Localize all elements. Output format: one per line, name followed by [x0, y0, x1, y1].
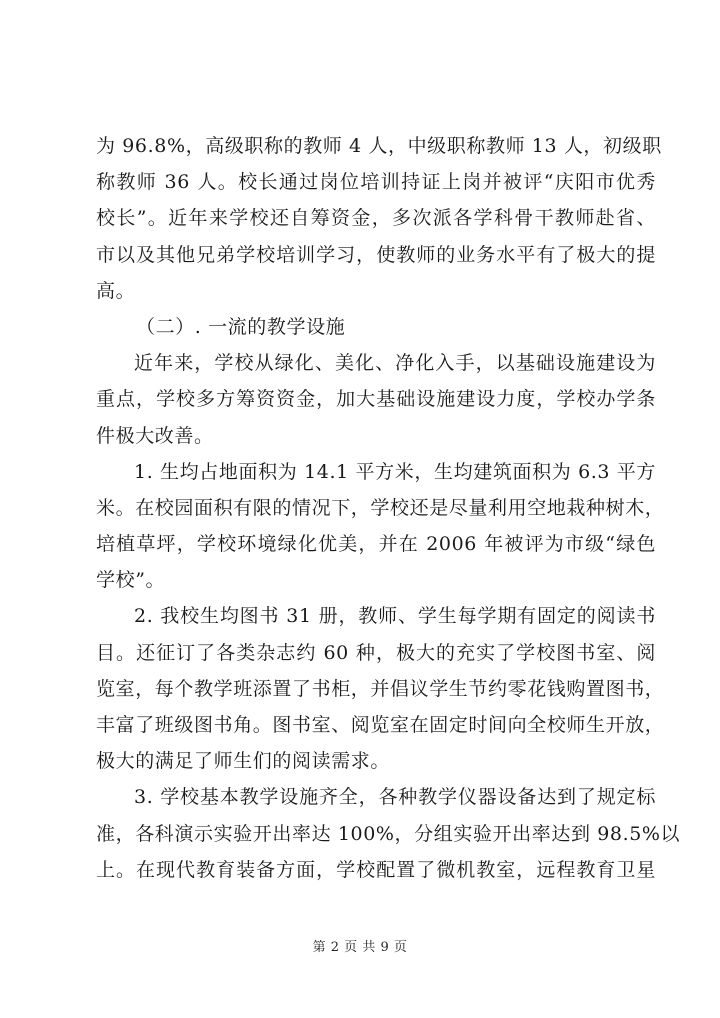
text-line: 准，各科演示实验开出率达 100%，分组实验开出率达到 98.5%以: [96, 822, 681, 845]
text-line: 2. 我校生均图书 31 册，教师、学生每学期有固定的阅读书: [134, 605, 656, 628]
text-line: 3. 学校基本教学设施齐全，各种教学仪器设备达到了规定标: [134, 786, 656, 809]
section-heading: （二）. 一流的教学设施: [136, 315, 346, 338]
text-line: 上。在现代教育装备方面，学校配置了微机教室，远程教育卫星: [96, 858, 656, 881]
text-line: 称教师 36 人。校长通过岗位培训持证上岗并被评“庆阳市优秀: [96, 171, 656, 194]
paragraph-facilities-intro: [96, 345, 656, 454]
text-line: 学校”。: [96, 569, 166, 592]
text-line: 高。: [96, 279, 136, 302]
text-line: 为 96.8%，高级职称的教师 4 人，中级职称教师 13 人，初级职: [96, 135, 662, 157]
paragraph-equipment: [96, 779, 681, 888]
paragraph-teacher-qualifications: [96, 128, 662, 309]
text-line: 重点，学校多方筹资资金，加大基础设施建设力度，学校办学条: [96, 388, 656, 411]
text-line: 培植草坪，学校环境绿化优美，并在 2006 年被评为市级“绿色: [96, 533, 656, 556]
text-line: 1. 生均占地面积为 14.1 平方米，生均建筑面积为 6.3 平方: [134, 460, 656, 483]
page-footer: 第 2 页 共 9 页: [312, 940, 408, 955]
text-line: 近年来，学校从绿化、美化、净化入手，以基础设施建设为: [134, 352, 656, 375]
text-line: 极大的满足了师生们的阅读需求。: [96, 750, 391, 773]
paragraph-library: [96, 598, 665, 779]
document-body: [96, 128, 681, 888]
paragraph-campus-area: [96, 454, 665, 599]
text-line: 市以及其他兄弟学校培训学习，使教师的业务水平有了极大的提: [96, 243, 656, 266]
text-line: 校长”。近年来学校还自筹资金，多次派各学科骨干教师赴省、: [96, 207, 656, 230]
text-line: 丰富了班级图书角。图书室、阅览室在固定时间向全校师生开放，: [96, 714, 665, 736]
text-line: 件极大改善。: [96, 424, 214, 447]
text-line: 米。在校园面积有限的情况下，学校还是尽量利用空地栽种树木，: [96, 496, 665, 519]
text-line: 目。还征订了各类杂志约 60 种，极大的充实了学校图书室、阅: [96, 641, 656, 664]
text-line: 览室，每个教学班添置了书柜，并倡议学生节约零花钱购置图书，: [96, 677, 665, 700]
